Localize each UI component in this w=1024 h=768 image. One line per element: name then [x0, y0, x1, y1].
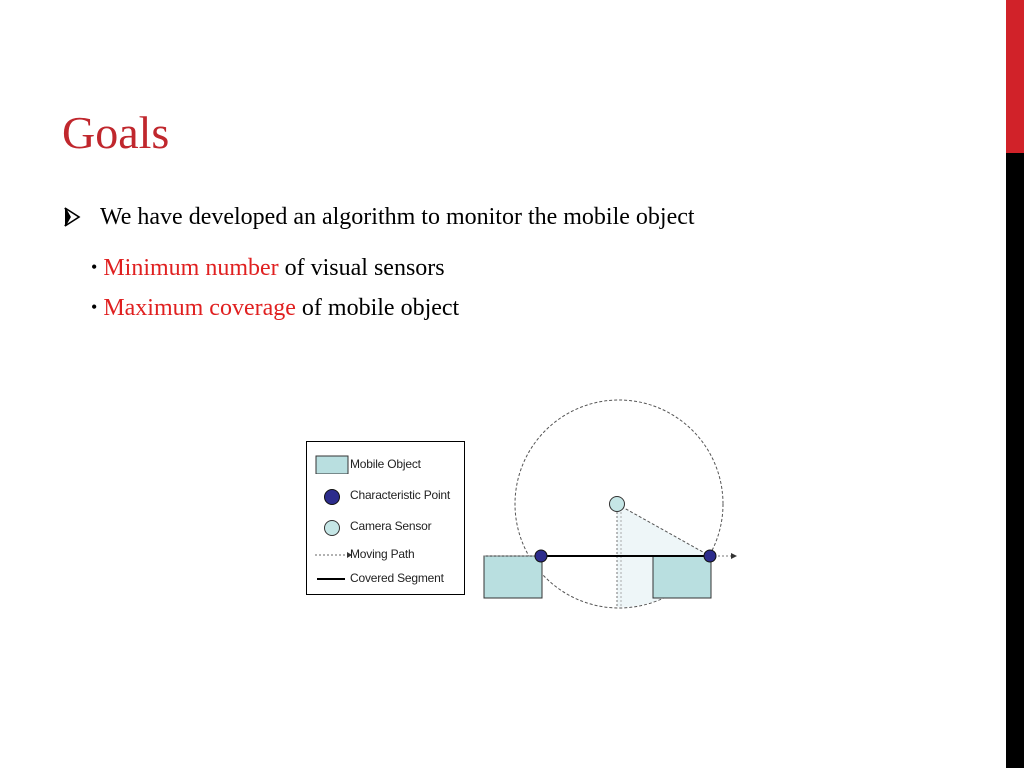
main-bullet-text: We have developed an algorithm to monitor the mobile object: [100, 204, 695, 230]
moving-path-arrowhead: [731, 553, 737, 559]
slide-title: Goals: [62, 107, 170, 158]
mobile-object-left: [484, 556, 542, 598]
legend-label: Camera Sensor: [350, 519, 432, 533]
legend-label: Mobile Object: [350, 457, 421, 471]
mobile-object-right: [653, 556, 711, 598]
sub-bullet-2: • Maximum coverage of mobile object: [91, 295, 460, 321]
light-dot-icon: [315, 516, 349, 536]
sub-bullet-1-text: of visual sensors: [278, 255, 445, 281]
solid-line-icon: [315, 568, 349, 588]
legend-label: Covered Segment: [350, 571, 444, 585]
sub-bullet-1-highlight: Minimum number: [103, 255, 279, 281]
legend-item-camera-sensor: [307, 516, 464, 536]
filled-dot-icon: [315, 485, 349, 505]
arrow-bullet-icon: [62, 206, 82, 228]
dotted-arrow-icon: [315, 544, 355, 564]
main-bullet: [62, 203, 695, 232]
characteristic-point-left: [535, 550, 547, 562]
side-accent-bar-black: [1006, 153, 1024, 768]
characteristic-point-right: [704, 550, 716, 562]
square-icon: [315, 454, 349, 474]
side-accent-bar-red: [1006, 0, 1024, 153]
camera-sensor: [610, 497, 625, 512]
legend-item-characteristic-point: [307, 485, 464, 505]
legend-item-covered-segment: [307, 568, 464, 588]
legend-item-mobile-object: [307, 454, 464, 474]
legend-label: Characteristic Point: [350, 488, 451, 502]
sub-bullet-2-text: of mobile object: [295, 295, 460, 321]
sub-bullet-1: • Minimum number of visual sensors: [91, 255, 445, 281]
diagram-legend: [306, 441, 465, 595]
coverage-diagram: [470, 390, 750, 620]
sub-bullet-2-highlight: Maximum coverage: [103, 295, 296, 321]
legend-item-moving-path: [307, 544, 464, 564]
legend-label: Moving Path: [350, 547, 415, 561]
